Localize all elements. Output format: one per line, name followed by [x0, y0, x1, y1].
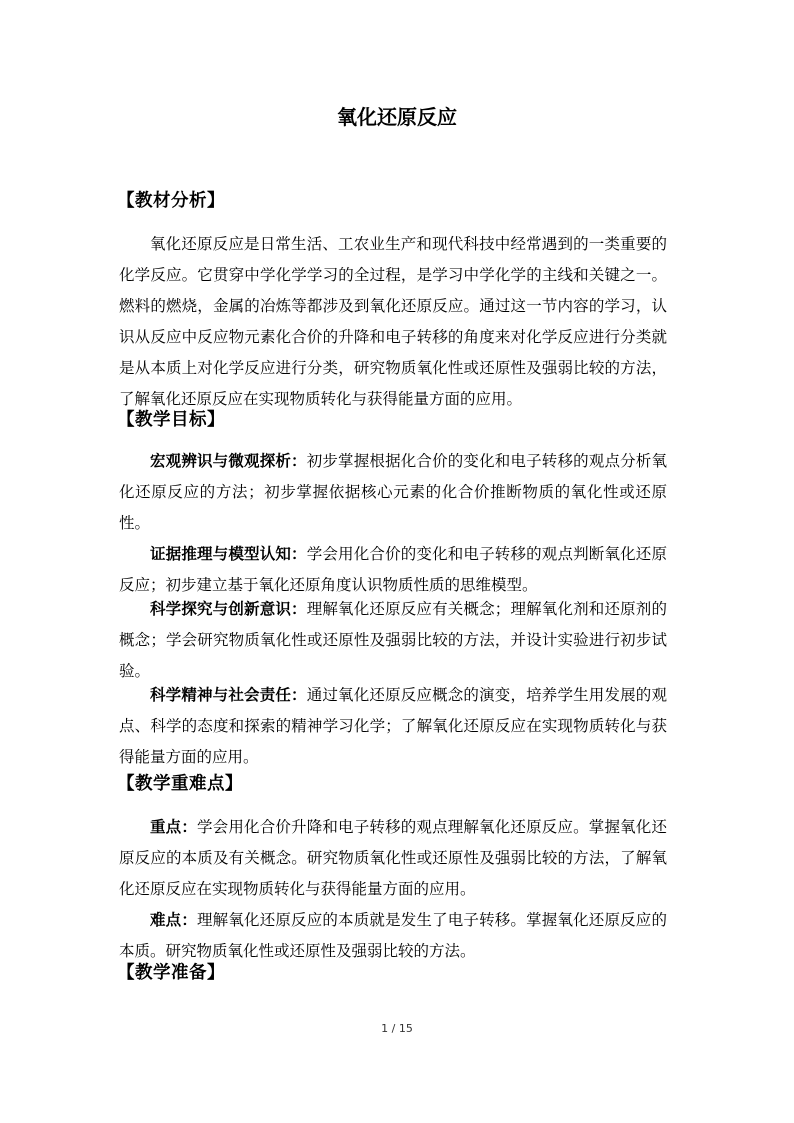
paragraph-objective-evidence-model [119, 538, 667, 601]
paragraph-label: 证据推理与模型认知： [150, 544, 307, 563]
document-title: 氧化还原反应 [337, 105, 457, 129]
section-heading-textbook-analysis: 【教材分析】 [117, 191, 225, 211]
paragraph-objective-macro-micro [119, 445, 667, 539]
paragraph-text: 通过氧化还原反应概念的演变，培养学生用发展的观点、科学的态度和探索的精神学习化学；了解氧化还原反应在实现物质转化与获得能量方面的应用。 [119, 686, 667, 766]
page-number: 1 / 15 [381, 1022, 413, 1035]
paragraph-text: 氧化还原反应是日常生活、工农业生产和现代科技中经常遇到的一类重要的化学反应。它贯穿中学化学学习的全过程，是学习中学化学的主线和关键之一。燃料的燃烧，金属的冶炼等都涉及到氧化还原反应。通过这一节内容的学习，认识从反应中反应物元素化合价的升降和电子转移的角度来对化学反应进行分类就是从本质上对化学反应进行分类，研究物质氧化性或还原性及强弱比较的方法，了解氧化还原反应在实现物质转化与获得能量方面的应用。 [119, 235, 667, 408]
paragraph-label: 宏观辨识与微观探析： [150, 451, 307, 470]
paragraph-label: 科学探究与创新意识： [150, 599, 307, 618]
paragraph-objective-inquiry-innovation [119, 593, 667, 687]
paragraph-key-points [119, 811, 667, 905]
paragraph-label: 重点： [150, 817, 198, 836]
section-heading-teaching-objectives: 【教学目标】 [117, 410, 225, 430]
section-heading-teaching-preparation: 【教学准备】 [117, 963, 225, 983]
paragraph-label: 难点： [150, 910, 198, 929]
paragraph-text: 学会用化合价升降和电子转移的观点理解氧化还原反应。掌握氧化还原反应的本质及有关概念。研究物质氧化性或还原性及强弱比较的方法，了解氧化还原反应在实现物质转化与获得能量方面的应用。 [119, 818, 667, 898]
paragraph-text: 理解氧化还原反应有关概念；理解氧化剂和还原剂的概念；学会研究物质氧化性或还原性及强弱比较的方法，并设计实验进行初步试验。 [119, 600, 667, 680]
paragraph-difficult-points [119, 904, 667, 967]
paragraph-objective-spirit-responsibility [119, 679, 667, 773]
paragraph-text: 初步掌握根据化合价的变化和电子转移的观点分析氧化还原反应的方法；初步掌握依据核心元素的化合价推断物质的氧化性或还原性。 [119, 452, 667, 532]
paragraph-label: 科学精神与社会责任： [150, 685, 307, 704]
paragraph-textbook-analysis [119, 229, 667, 415]
section-heading-key-difficult-points: 【教学重难点】 [117, 774, 243, 794]
paragraph-text: 学会用化合价的变化和电子转移的观点判断氧化还原反应；初步建立基于氧化还原角度认识物质性质的思维模型。 [119, 545, 667, 594]
paragraph-text: 理解氧化还原反应的本质就是发生了电子转移。掌握氧化还原反应的本质。研究物质氧化性或还原性及强弱比较的方法。 [119, 911, 667, 960]
